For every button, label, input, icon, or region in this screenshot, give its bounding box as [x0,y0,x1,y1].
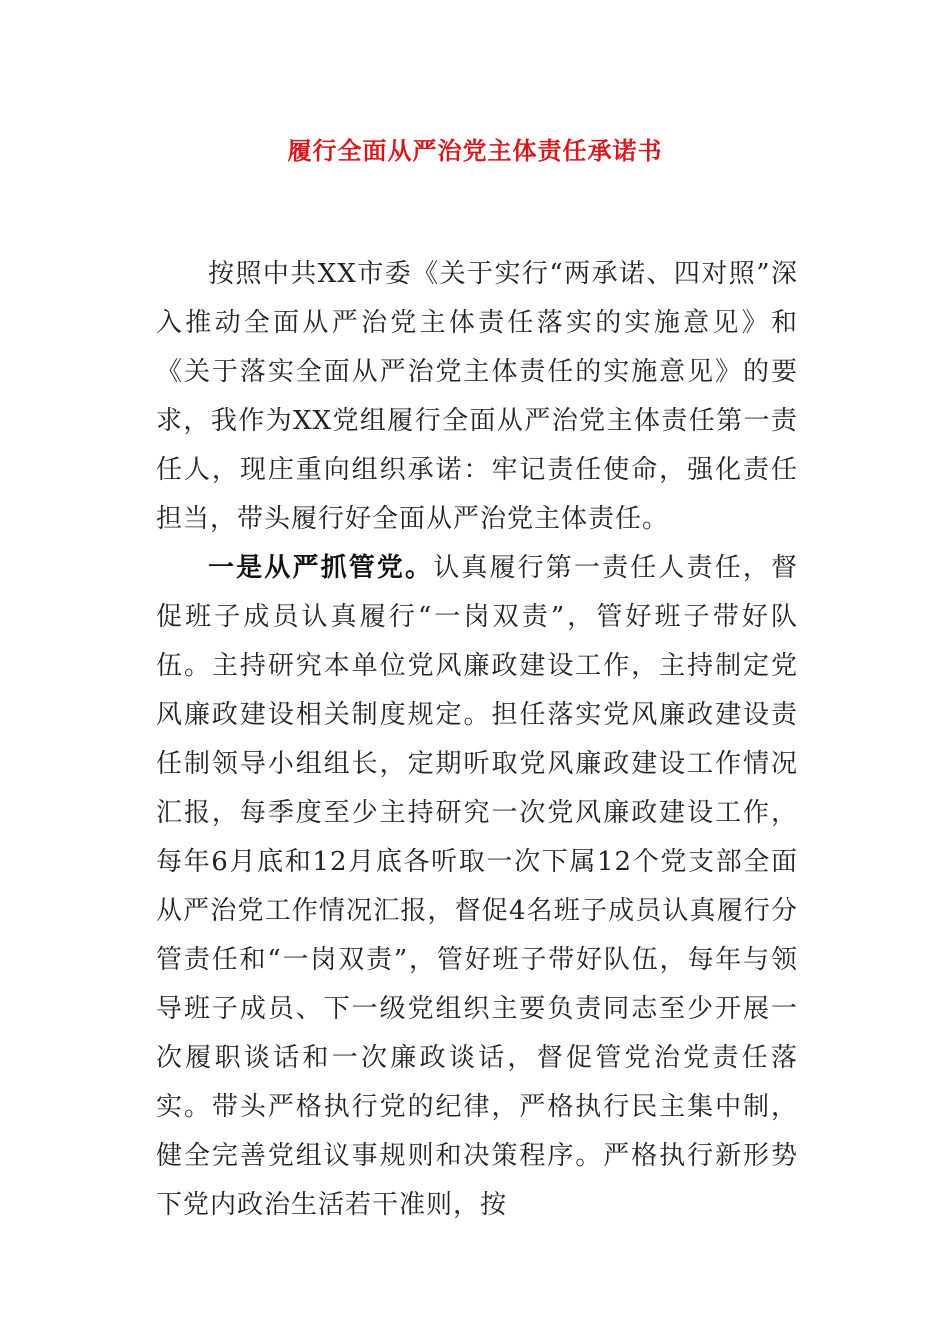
document-title: 履行全面从严治党主体责任承诺书 [287,136,663,165]
paragraph-strict-party-management-text: 认真履行第一责任人责任，督促班子成员认真履行“一岗双责”，管好班子带好队伍。主持研究本单位党风廉政建设工作，主持制定党风廉政建设相关制度规定。担任落实党风廉政建设责任制领导小组组长，定期听取党风廉政建设工作情况汇报，每季度至少主持研究一次党风廉政建设工作，每年6月底和12月底各听取一次下属12个党支部全面从严治党工作情况汇报，督促4名班子成员认真履行分管责任和“一岗双责”，管好班子带好队伍，每年与领导班子成员、下一级党组织主要负责同志至少开展一次履职谈话和一次廉政谈话，督促管党治党责任落实。带头严格执行党的纪律，严格执行民主集中制，健全完善党组议事规则和决策程序。严格执行新形势下党内政治生活若干准则，按 [156,553,798,1220]
paragraph-strict-party-management [156,544,798,1230]
document-body [156,250,798,1230]
paragraph-lead-heading: 一是从严抓管党。 [208,553,434,583]
paragraph-intro-text: 按照中共XX市委《关于实行“两承诺、四对照”深入推动全面从严治党主体责任落实的实施意见》和《关于落实全面从严治党主体责任的实施意见》的要求，我作为XX党组履行全面从严治党主体责任第一责任人，现庄重向组织承诺：牢记责任使命，强化责任担当，带头履行好全面从严治党主体责任。 [156,259,798,534]
paragraph-intro [156,250,798,544]
